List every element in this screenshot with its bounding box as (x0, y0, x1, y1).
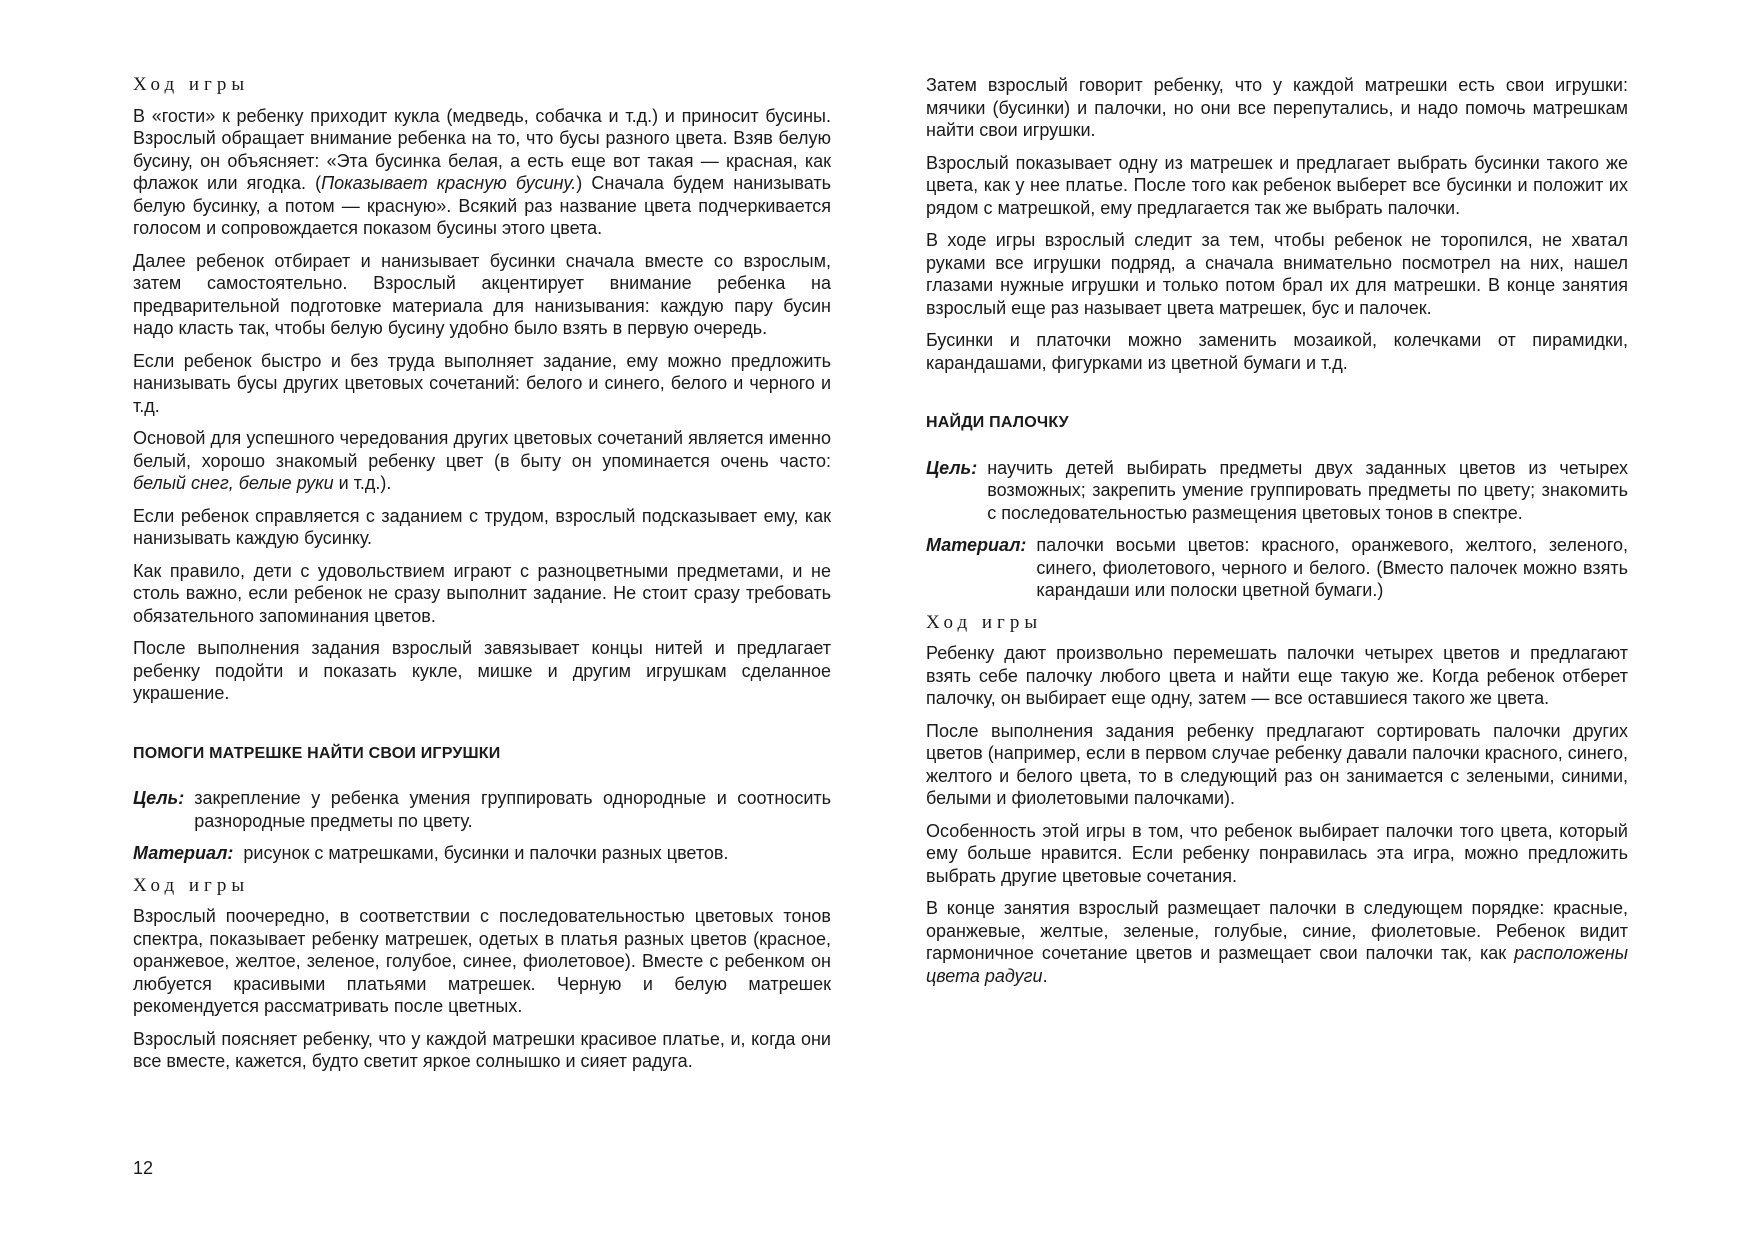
section-heading-game-flow: Ход игры (133, 74, 250, 95)
material-row (926, 534, 1628, 602)
material-label: Материал: (926, 535, 1027, 555)
paragraph-italic: Показывает красную бусину. (321, 173, 577, 193)
paragraph: Далее ребенок отбирает и нанизывает бусинки сначала вместе со взрослым, затем самостоятельно. Взрослый акцентирует внимание ребенка на предварительной подготовке материала для нанизывания: каждую пару бусин надо класть так, чтобы белую бусину удобно было взять в первую очередь. (133, 250, 831, 338)
paragraph-text: В конце занятия взрослый размещает палочки в следующем порядке: красные, оранжевые, желтые, зеленые, голубые, синие, фиолетовые. Ребенок видит гармоничное сочетание цветов и размещает свои палочки так, как (926, 898, 1628, 963)
paragraph (133, 105, 831, 240)
goal-label: Цель: (133, 788, 185, 808)
paragraph: Ребенку дают произвольно перемешать палочки четырех цветов и предлагают взять себе палочку любого цвета и найти еще такую же. Когда ребенок отберет палочку, он выбирает еще одну, затем — все оставшиеся такого же цвета. (926, 643, 1628, 708)
paragraph-text: ) Сначала будем нанизывать белую бусинку, а потом — красную». Всякий раз название цвета подчеркивается голосом и сопровождается показом бусины этого цвета. (133, 173, 831, 238)
paragraph (133, 427, 831, 495)
right-page (926, 74, 1628, 997)
paragraph (926, 897, 1628, 987)
paragraph: Взрослый поясняет ребенку, что у каждой матрешки красивое платье, и, когда они все вместе, кажется, будто светит яркое солнышко и сияет радуга. (133, 1028, 831, 1071)
goal-row (926, 457, 1628, 525)
paragraph-text: и т.д.). (333, 473, 392, 493)
goal-text: научить детей выбирать предметы двух заданных цветов из четырех возможных; закрепить умение группировать предметы по цвету; знакомить с последовательностью размещения цветовых тонов в спектре. (987, 457, 1628, 523)
paragraph: После выполнения задания ребенку предлагают сортировать палочки других цветов (например, если в первом случае ребенку давали палочки красного, синего, желтого и белого цвета, то в следующий раз он занимается с зелеными, синими, белыми и фиолетовыми палочками). (926, 720, 1628, 808)
paragraph-text: В «гости» к ребенку приходит кукла (медведь, собачка и т.д.) и приносит бусины. Взрослый обращает внимание ребенка на то, что бусы разного цвета. Взяв белую бусину, он объясняет: «Эта бусинка белая, а есть еще вот такая — красная, как флажок или ягодка. ( (133, 105, 831, 193)
paragraph-text: . (1042, 965, 1048, 986)
paragraph: Если ребенок быстро и без труда выполняет задание, ему можно предложить нанизывать бусы других цветовых сочетаний: белого и синего, белого и черного и т.д. (133, 350, 831, 416)
section-heading-game-flow: Ход игры (133, 874, 250, 896)
material-text: рисунок с матрешками, бусинки и палочки разных цветов. (243, 843, 729, 863)
goal-text: закрепление у ребенка умения группировать однородные и соотносить разнородные предметы по цвету. (194, 788, 831, 831)
material-row (133, 842, 831, 865)
goal-row (133, 787, 831, 832)
game-title: НАЙДИ ПАЛОЧКУ (926, 414, 1069, 431)
paragraph: Особенность этой игры в том, что ребенок выбирает палочки того цвета, который ему больше нравится. Если ребенку понравилась эта игра, можно предложить выбрать другие цветовые сочетания. (926, 820, 1628, 886)
goal-label: Цель: (926, 457, 978, 478)
paragraph: Взрослый поочередно, в соответствии с последовательностью цветовых тонов спектра, показывает ребенку матрешек, одетых в платья разных цветов (красное, оранжевое, желтое, зеленое, голубое, синее, фиолетовое). Вместе с ребенком он любуется красивыми платьями матрешек. Черную и белую матрешек рекомендуется рассматривать после цветных. (133, 906, 831, 1016)
section-heading-game-flow: Ход игры (926, 611, 1043, 633)
paragraph-italic: расположены цвета радуги (926, 943, 1628, 986)
paragraph: Как правило, дети с удовольствием играют с разноцветными предметами, и не столь важно, если ребенок не сразу выполнит задание. Не стоит сразу требовать обязательного запоминания цветов. (133, 560, 831, 626)
page-number: 12 (133, 1158, 154, 1178)
material-label: Материал: (133, 843, 234, 863)
material-text: палочки восьми цветов: красного, оранжевого, желтого, зеленого, синего, фиолетового, черного и белого. (Вместо палочек можно взять карандаши или полоски цветной бумаги.) (1036, 535, 1628, 600)
game-title: ПОМОГИ МАТРЕШКЕ НАЙТИ СВОИ ИГРУШКИ (133, 744, 501, 762)
paragraph: Бусинки и платочки можно заменить мозаикой, колечками от пирамидки, карандашами, фигурками из цветной бумаги и т.д. (926, 330, 1628, 373)
left-page (133, 74, 831, 1083)
paragraph: Затем взрослый говорит ребенку, что у каждой матрешки есть свои игрушки: мячики (бусинки) и палочки, но они все перепутались, и надо помочь матрешкам найти свои игрушки. (926, 75, 1628, 140)
paragraph: Взрослый показывает одну из матрешек и предлагает выбрать бусинки такого же цвета, как у нее платье. После того как ребенок выберет все бусинки и положит их рядом с матрешкой, ему предлагается так же выбрать палочки. (926, 152, 1628, 218)
paragraph-text: Основой для успешного чередования других цветовых сочетаний является именно белый, хорошо знакомый ребенку цвет (в быту он упоминается очень часто: (133, 428, 831, 471)
paragraph: После выполнения задания взрослый завязывает концы нитей и предлагает ребенку подойти и показать кукле, мишке и другим игрушкам сделанное украшение. (133, 638, 831, 703)
paragraph: Если ребенок справляется с заданием с трудом, взрослый подсказывает ему, как нанизывать каждую бусинку. (133, 505, 831, 548)
paragraph: В ходе игры взрослый следит за тем, чтобы ребенок не торопился, не хватал руками все игрушки подряд, а сначала внимательно посмотрел на них, нашел глазами нужные игрушки и только потом брал их для матрешки. В конце занятия взрослый еще раз называет цвета матрешек, бус и палочек. (926, 230, 1628, 318)
paragraph-italic: белый снег, белые руки (133, 473, 334, 493)
